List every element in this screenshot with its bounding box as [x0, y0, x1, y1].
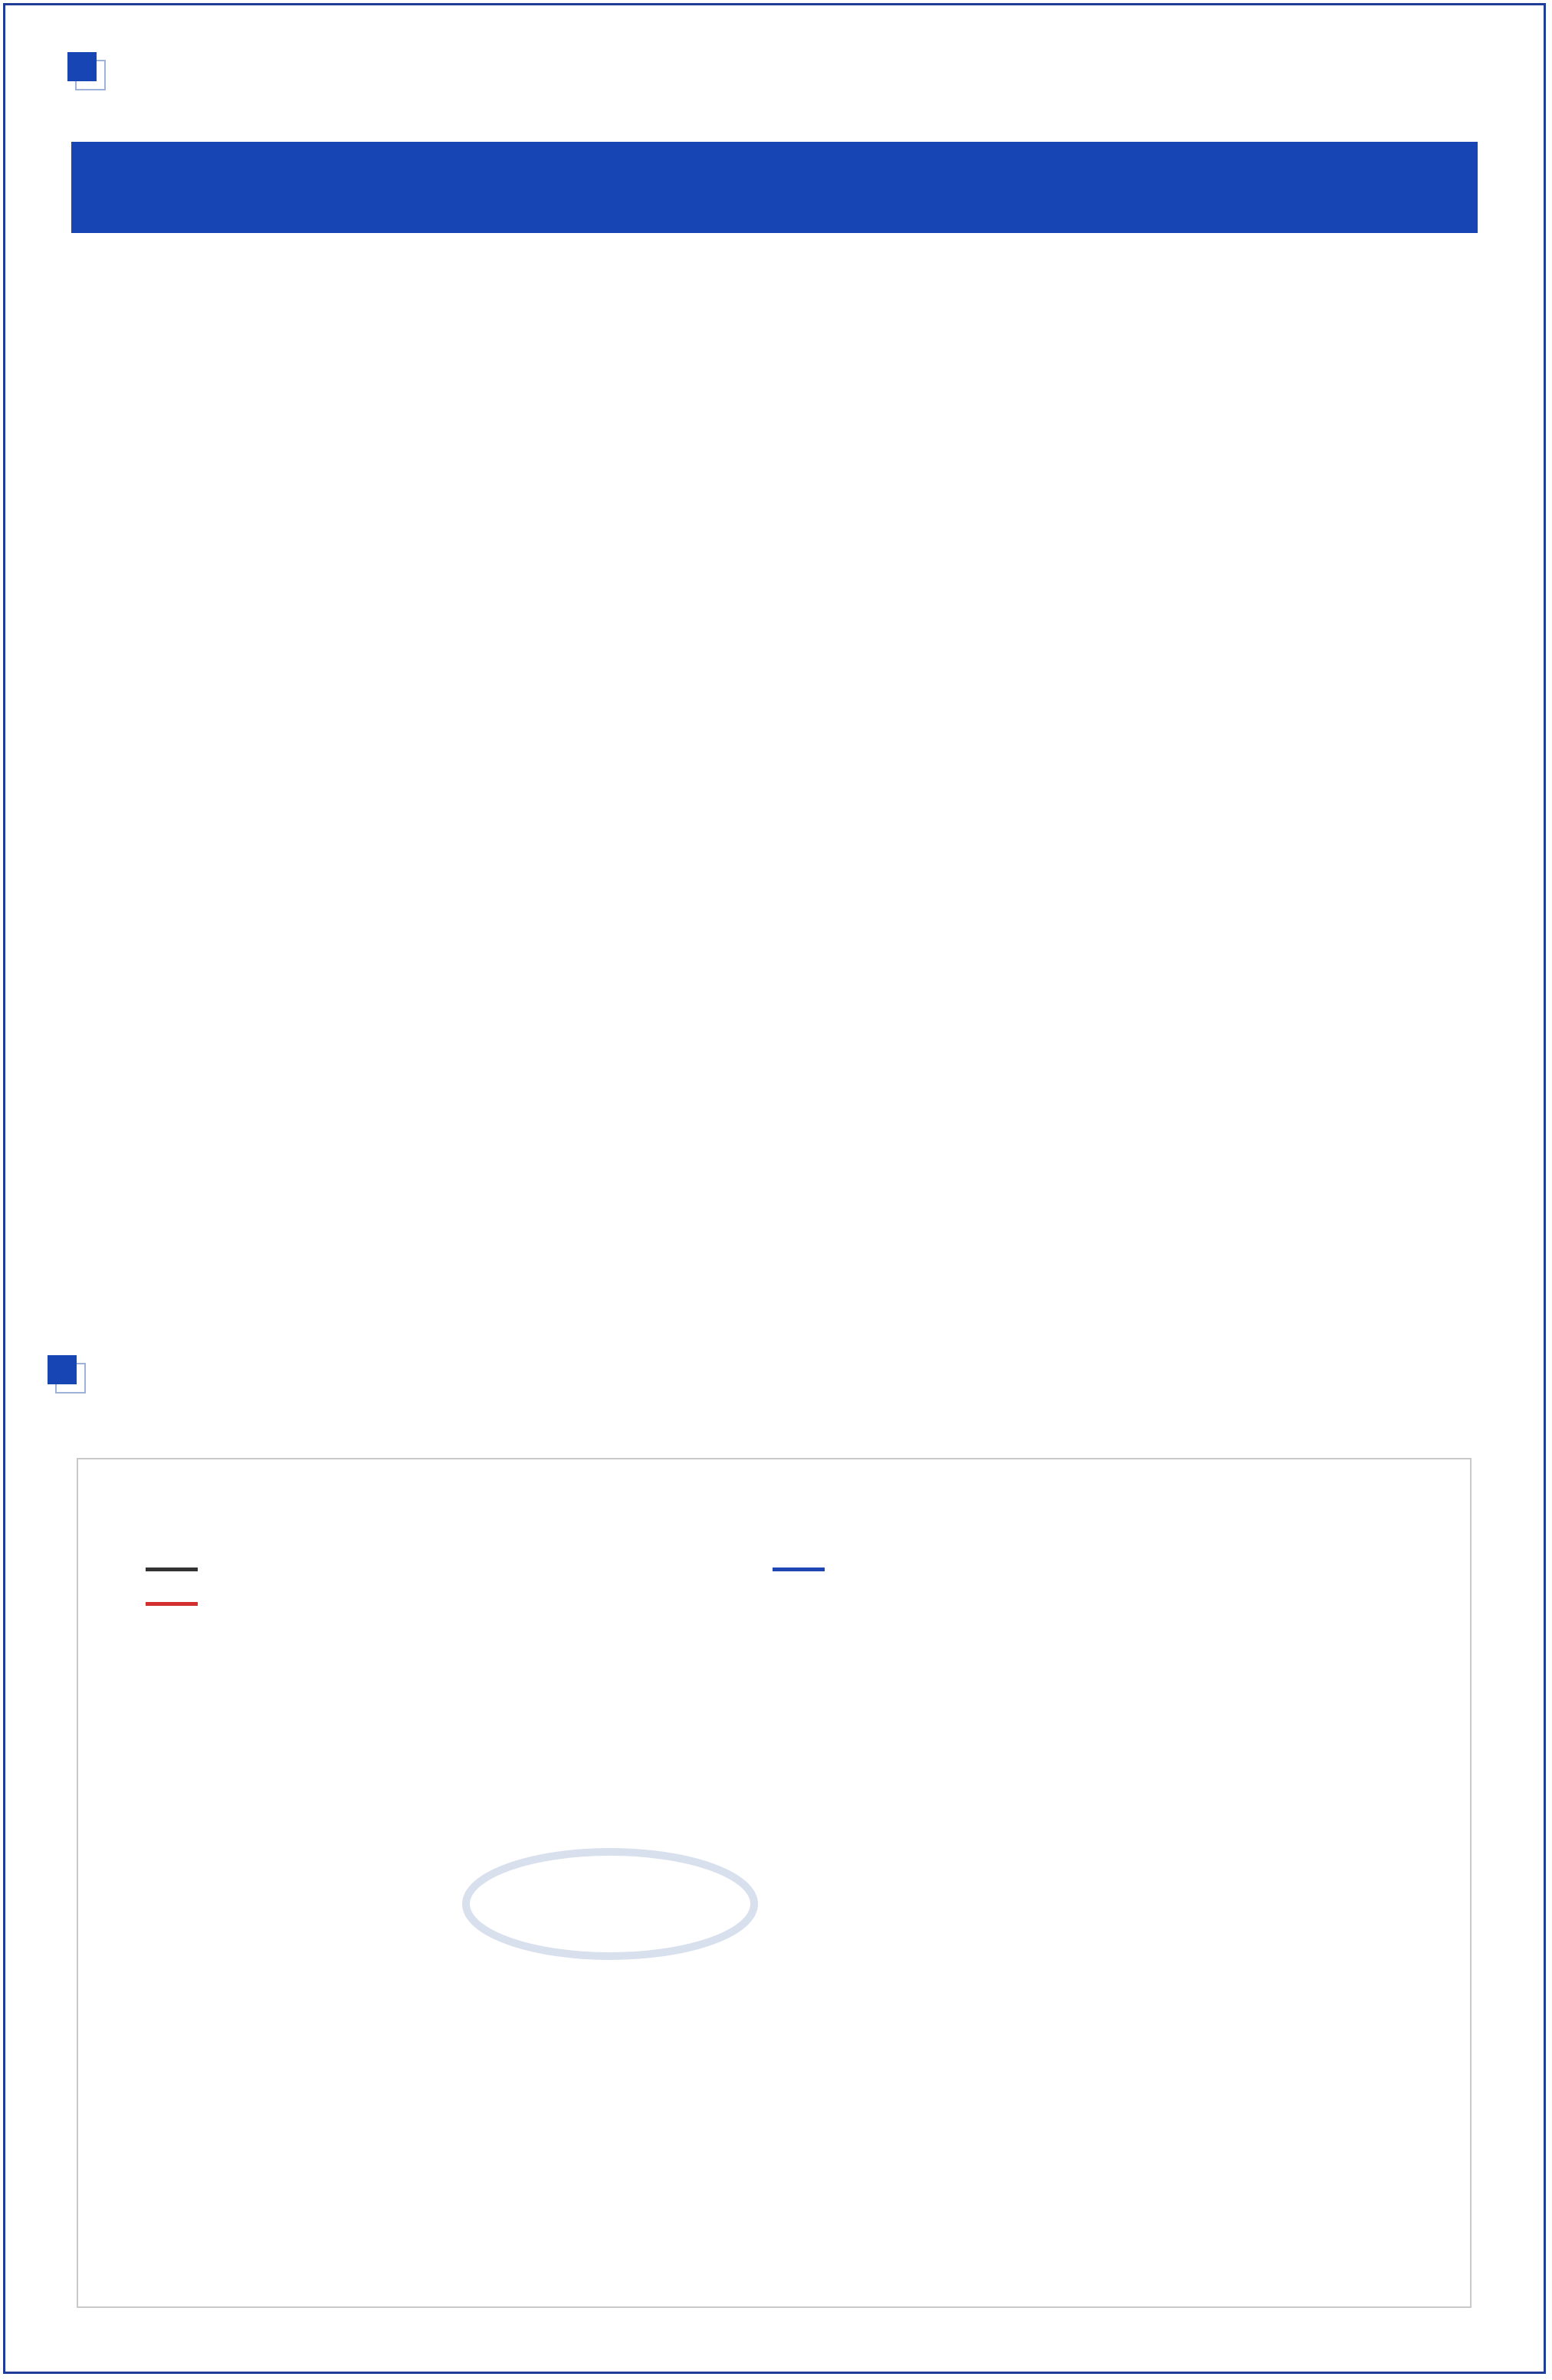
header-variety	[72, 143, 304, 232]
trend-chart	[77, 1458, 1472, 2308]
header-spec	[497, 143, 658, 232]
header-mill	[658, 143, 902, 232]
watermark-ellipse	[466, 1852, 754, 1956]
table-header-row	[72, 143, 1477, 232]
header-change	[1108, 143, 1284, 232]
header-region	[304, 143, 497, 232]
title-square-icon	[67, 52, 97, 81]
header-price	[902, 143, 1108, 232]
price-table	[71, 142, 1478, 233]
watermark	[466, 1852, 754, 1956]
chart-plot	[78, 1459, 1470, 2306]
header-note	[1284, 143, 1477, 232]
section-square-icon	[48, 1355, 77, 1384]
